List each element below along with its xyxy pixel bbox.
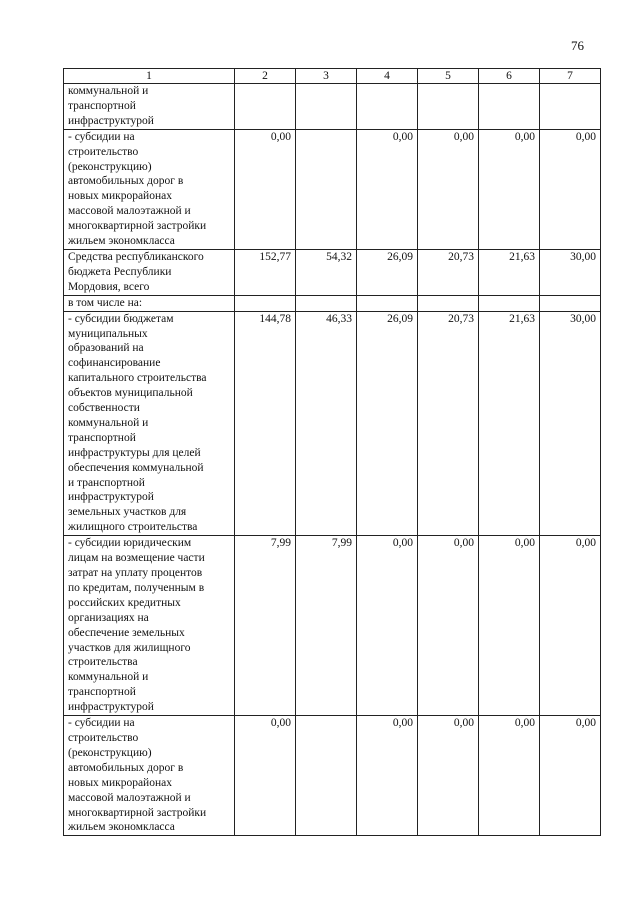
row-value: 0,00 xyxy=(418,716,479,836)
row-description: - субсидии бюджетам муниципальных образований на софинансирование капитального строительства объектов муниципальной собственности коммунальной и транспортной инфраструктуры для целей обеспечения коммунальной и транспортной инфраструктурой земельных участков для жилищного строительства xyxy=(64,311,235,536)
budget-table xyxy=(63,68,601,836)
row-description: коммунальной и транспортной инфраструктурой xyxy=(64,84,235,130)
row-value xyxy=(479,84,540,130)
row-value: 20,73 xyxy=(418,249,479,295)
row-value: 21,63 xyxy=(479,311,540,536)
row-value xyxy=(540,295,601,311)
row-value xyxy=(479,295,540,311)
row-value xyxy=(235,84,296,130)
page-number: 76 xyxy=(571,38,584,53)
row-description: в том числе на: xyxy=(64,295,235,311)
table-row xyxy=(64,536,601,716)
table-row xyxy=(64,295,601,311)
row-value: 0,00 xyxy=(479,716,540,836)
row-value: 30,00 xyxy=(540,249,601,295)
row-description: Средства республиканского бюджета Республики Мордовия, всего xyxy=(64,249,235,295)
row-description: - субсидии юридическим лицам на возмещение части затрат на уплату процентов по кредитам, полученным в российских кредитных организациях на обеспечение земельных участков для жилищного строительства коммунальной и транспортной инфраструктурой xyxy=(64,536,235,716)
row-value xyxy=(296,295,357,311)
row-value: 0,00 xyxy=(418,536,479,716)
table-row xyxy=(64,249,601,295)
table-row xyxy=(64,129,601,249)
row-value: 7,99 xyxy=(235,536,296,716)
table-header-row xyxy=(64,69,601,84)
row-value: 0,00 xyxy=(479,536,540,716)
row-value: 46,33 xyxy=(296,311,357,536)
column-header: 3 xyxy=(296,69,357,84)
row-value: 0,00 xyxy=(357,129,418,249)
row-value: 152,77 xyxy=(235,249,296,295)
row-value xyxy=(296,84,357,130)
row-value: 26,09 xyxy=(357,249,418,295)
row-value: 26,09 xyxy=(357,311,418,536)
row-value: 30,00 xyxy=(540,311,601,536)
row-value: 0,00 xyxy=(540,129,601,249)
row-value: 54,32 xyxy=(296,249,357,295)
row-value xyxy=(296,716,357,836)
table-row xyxy=(64,716,601,836)
column-header: 2 xyxy=(235,69,296,84)
column-header: 6 xyxy=(479,69,540,84)
column-header: 7 xyxy=(540,69,601,84)
row-value: 7,99 xyxy=(296,536,357,716)
row-value: 0,00 xyxy=(540,716,601,836)
row-value: 144,78 xyxy=(235,311,296,536)
row-value: 0,00 xyxy=(235,716,296,836)
row-value: 0,00 xyxy=(357,536,418,716)
row-description: - субсидии на строительство (реконструкцию) автомобильных дорог в новых микрорайонах массовой малоэтажной и многоквартирной застройки жильем экономкласса xyxy=(64,716,235,836)
row-value: 0,00 xyxy=(357,716,418,836)
table-row xyxy=(64,84,601,130)
row-value: 0,00 xyxy=(540,536,601,716)
row-value xyxy=(418,84,479,130)
row-value xyxy=(540,84,601,130)
row-value xyxy=(296,129,357,249)
row-value xyxy=(418,295,479,311)
row-value: 0,00 xyxy=(479,129,540,249)
row-value xyxy=(357,84,418,130)
column-header: 5 xyxy=(418,69,479,84)
row-value: 21,63 xyxy=(479,249,540,295)
column-header: 1 xyxy=(64,69,235,84)
row-value xyxy=(235,295,296,311)
row-value: 0,00 xyxy=(418,129,479,249)
row-value: 20,73 xyxy=(418,311,479,536)
row-value: 0,00 xyxy=(235,129,296,249)
row-description: - субсидии на строительство (реконструкцию) автомобильных дорог в новых микрорайонах массовой малоэтажной и многоквартирной застройки жильем экономкласса xyxy=(64,129,235,249)
row-value xyxy=(357,295,418,311)
table-row xyxy=(64,311,601,536)
column-header: 4 xyxy=(357,69,418,84)
